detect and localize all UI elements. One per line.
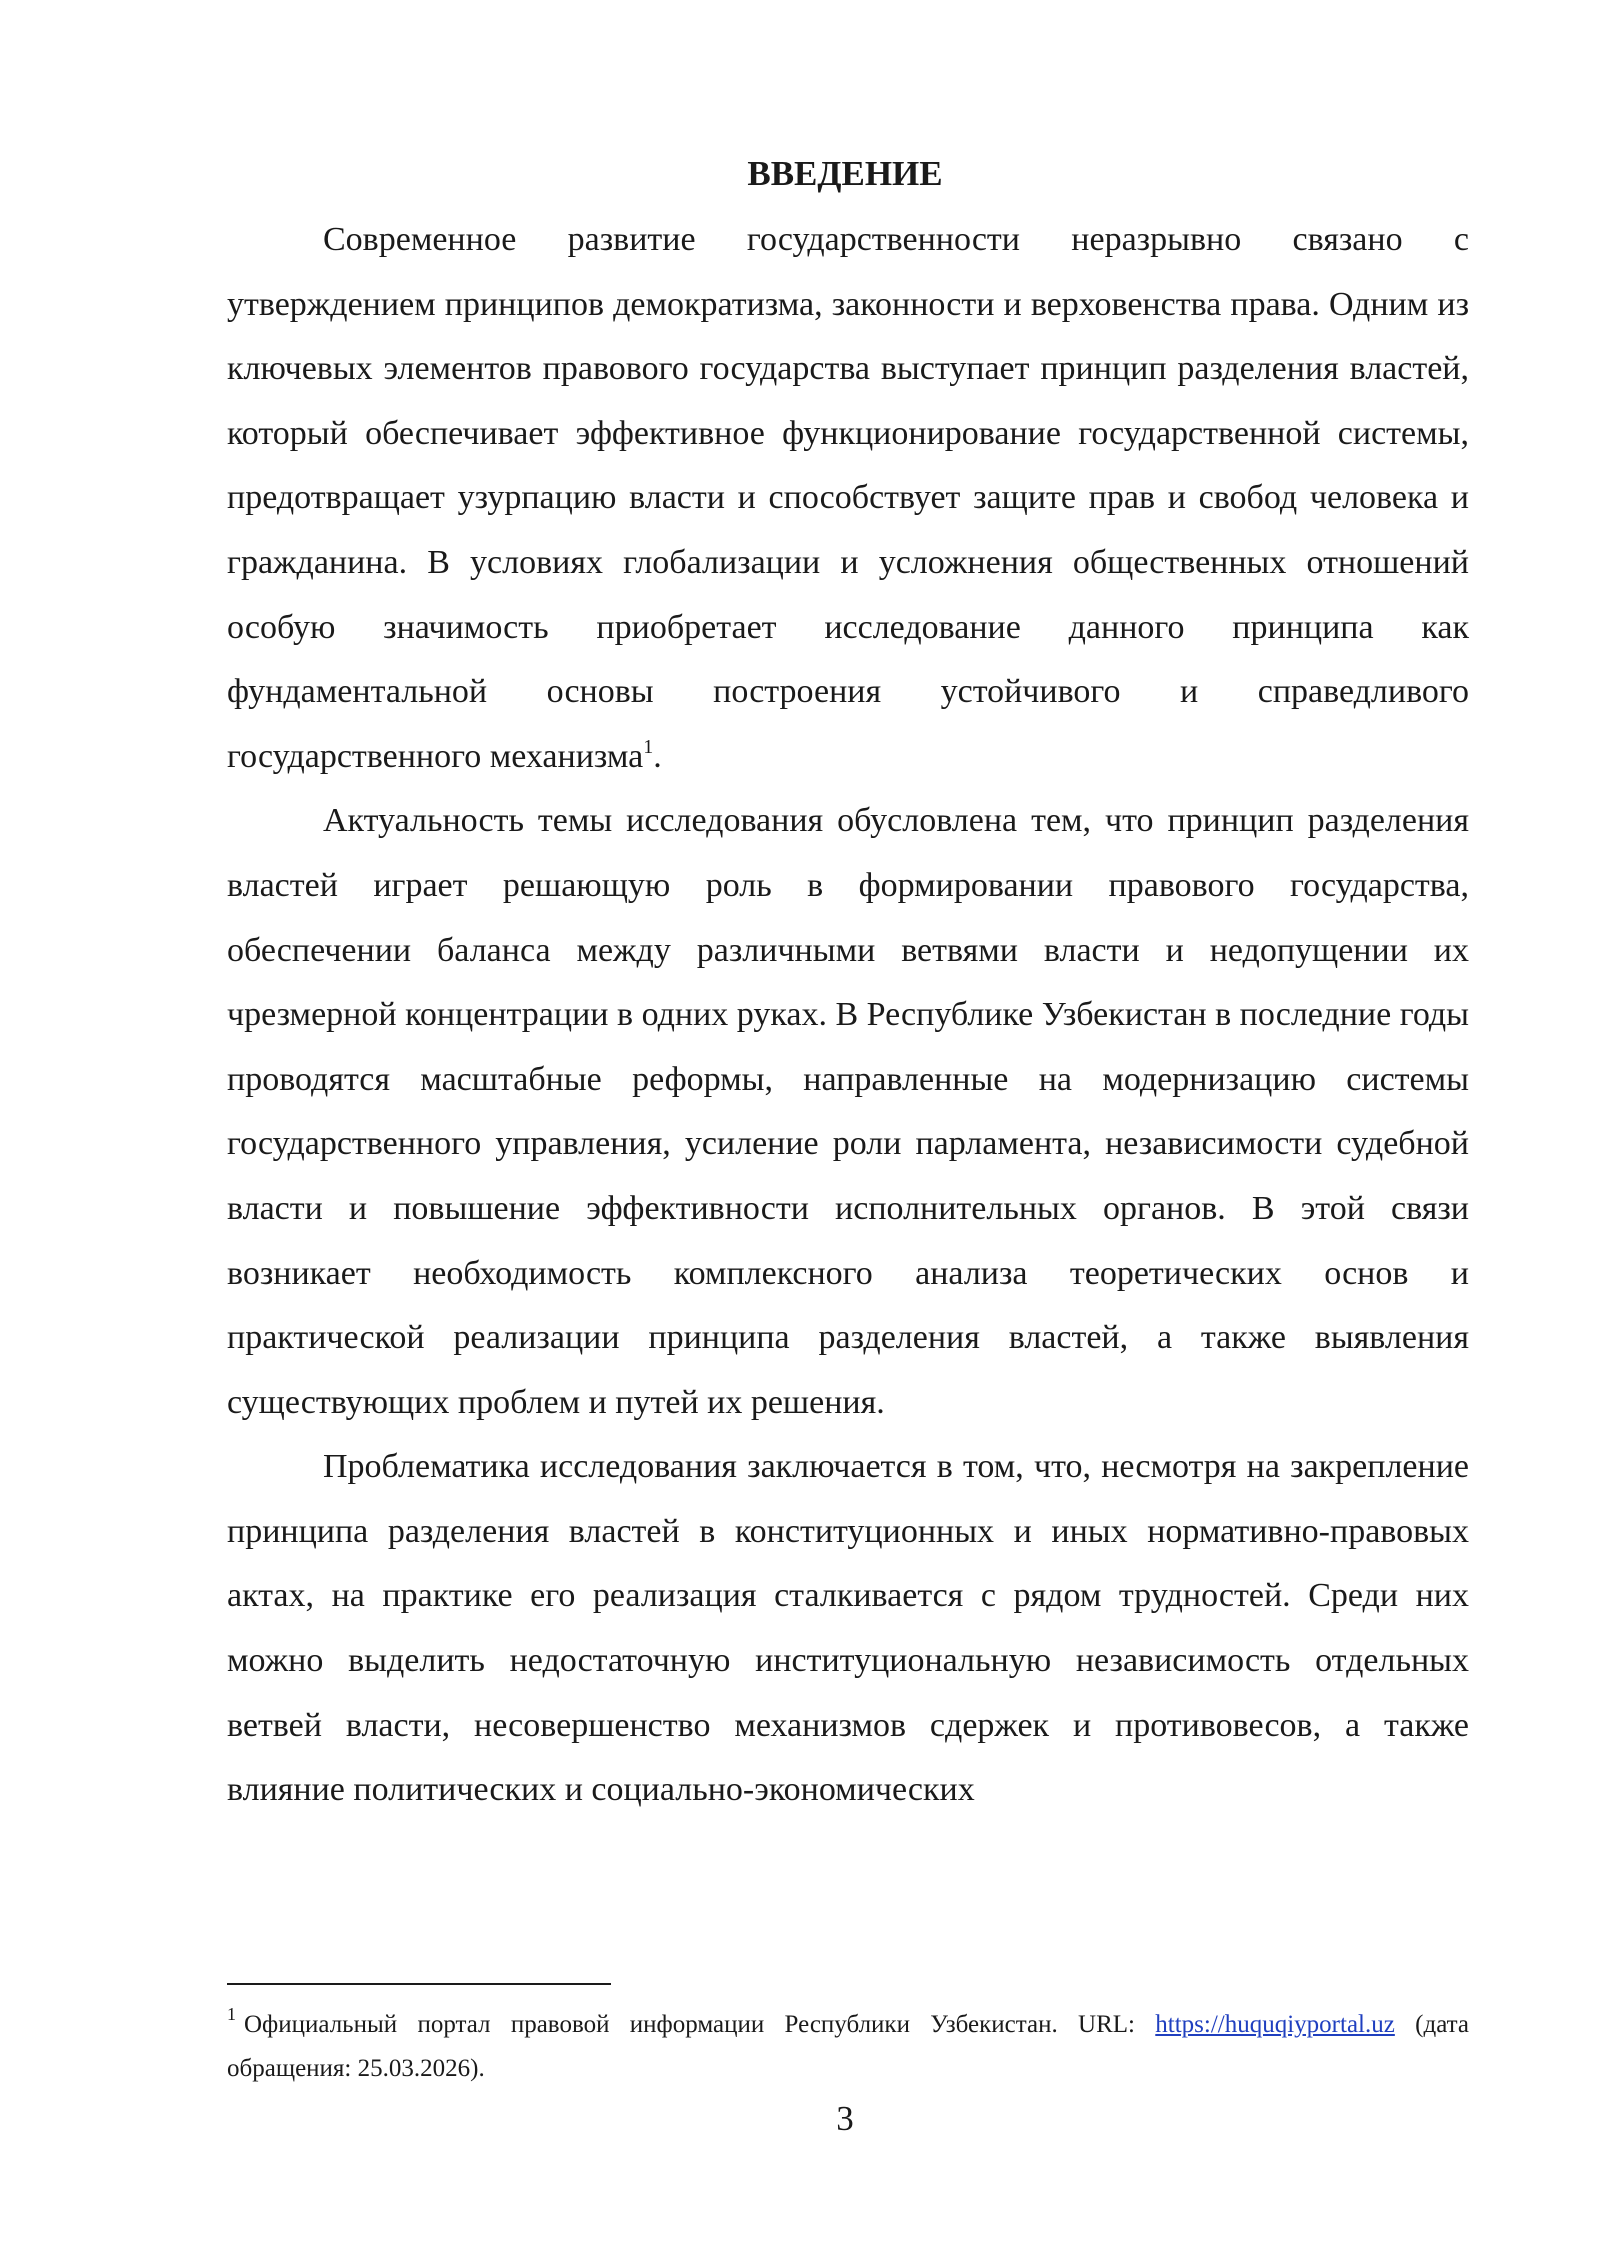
footnote-reference[interactable]: 1 bbox=[643, 735, 654, 758]
section-heading: ВВЕДЕНИЕ bbox=[747, 154, 943, 193]
footnote-text: Официальный портал правовой информации Республики Узбекистан. URL: bbox=[244, 2011, 1156, 2038]
paragraph-2: Актуальность темы исследования обусловлена тем, что принцип разделения властей играет решающую роль в формировании правового государства, обеспечении баланса между различными ветвями власти и недопущении их чрезмерной концентрации в одних руках. В Республике Узбекистан в последние годы проводятся масштабные реформы, направленные на модернизацию системы государственного управления, усиление роли парламента, независимости судебной власти и повышение эффективности исполнительных органов. В этой связи возникает необходимость комплексного анализа теоретических основ и практической реализации принципа разделения властей, а также выявления существующих проблем и путей их решения. bbox=[227, 802, 1469, 1421]
paragraph-1 bbox=[227, 208, 1469, 789]
paragraph-1-end: . bbox=[653, 737, 662, 775]
paragraph-3: Проблематика исследования заключается в том, что, несмотря на закрепление принципа разделения властей в конституционных и иных нормативно-правовых актах, на практике его реализация сталкивается с рядом трудностей. Среди них можно выделить недостаточную институциональную независимость отдельных ветвей власти, несовершенство механизмов сдержек и противовесов, а также влияние политических и социально-экономических bbox=[227, 1448, 1469, 1809]
footnote bbox=[227, 2003, 1469, 2091]
paragraph-1-text: Современное развитие государственности неразрывно связано с утверждением принципов демократизма, законности и верховенства права. Одним из ключевых элементов правового государства выступает принцип разделения властей, который обеспечивает эффективное функционирование государственной системы, предотвращает узурпацию власти и способствует защите прав и свобод человека и гражданина. В условиях глобализации и усложнения общественных отношений особую значимость приобретает исследование данного принципа как фундаментальной основы построения устойчивого и справедливого государственного механизма bbox=[227, 221, 1469, 775]
page-number: 3 bbox=[836, 2099, 854, 2138]
footnote-date: (дата обращения: 25.03.2026). bbox=[227, 2011, 1469, 2082]
body-text bbox=[227, 208, 1469, 1823]
footnote-separator bbox=[227, 1983, 611, 1985]
footnote-link[interactable]: https://huquqiyportal.uz bbox=[1155, 2011, 1395, 2038]
footnote-number: 1 bbox=[227, 2004, 236, 2024]
